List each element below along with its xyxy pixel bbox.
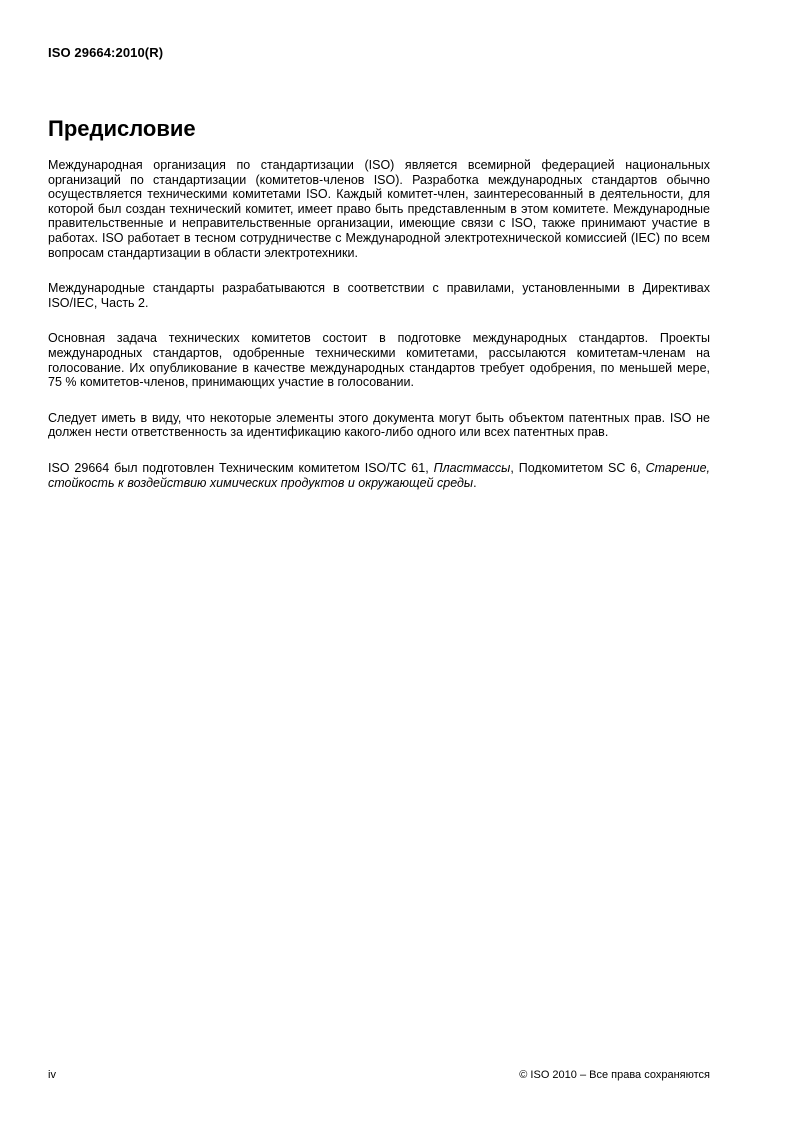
paragraph-text-italic: Старение, стойкость к воздействию химических продуктов и окружающей среды	[48, 460, 710, 490]
paragraph-text: , Подкомитетом SC 6,	[510, 460, 646, 475]
paragraph-text: Следует иметь в виду, что некоторые элементы этого документа могут быть объектом патентных прав. ISO не должен нести ответственность за идентификацию какого-либо одного или всех патентных прав.	[48, 410, 710, 440]
doc-reference: ISO 29664:2010(R)	[48, 45, 164, 60]
foreword-paragraphs	[48, 158, 710, 511]
paragraph	[48, 331, 710, 389]
paragraph-text-italic: Пластмассы	[433, 460, 511, 475]
paragraph-text: ISO 29664 был подготовлен Техническим комитетом ISO/TC 61,	[48, 460, 434, 475]
paragraph	[48, 281, 710, 310]
paragraph-text: .	[473, 475, 477, 490]
paragraph	[48, 461, 710, 490]
foreword-title: Предисловие	[48, 116, 196, 141]
page-number: iv	[48, 1069, 56, 1081]
copyright-notice: © ISO 2010 – Все права сохраняются	[519, 1069, 710, 1081]
paragraph-text: Международная организация по стандартизации (ISO) является всемирной федерацией национальных организаций по стандартизации (комитетов-членов ISO). Разработка международных стандартов обычно осуществляется техническими комитетами ISO. Каждый комитет-член, заинтересованный в деятельности, для которой был создан технический комитет, имеет право быть представленным в этом комитете. Международные правительственные и неправительственные организации, имеющие связи с ISO, также принимают участие в работах. ISO работает в тесном сотрудничестве с Международной электротехнической комиссией (IEC) по всем вопросам стандартизации в области электротехники.	[48, 158, 710, 260]
paragraph	[48, 158, 710, 260]
paragraph	[48, 411, 710, 440]
paragraph-text: Международные стандарты разрабатываются в соответствии с правилами, установленными в Директивах ISO/IEC, Часть 2.	[48, 281, 710, 310]
paragraph-text: Основная задача технических комитетов состоит в подготовке международных стандартов. Проекты международных стандартов, одобренные техническими комитетами, рассылаются комитетам-членам на голосование. Их опубликование в качестве международных стандартов требует одобрения, по меньшей мере, 75 % комитетов-членов, принимающих участие в голосовании.	[48, 331, 710, 390]
